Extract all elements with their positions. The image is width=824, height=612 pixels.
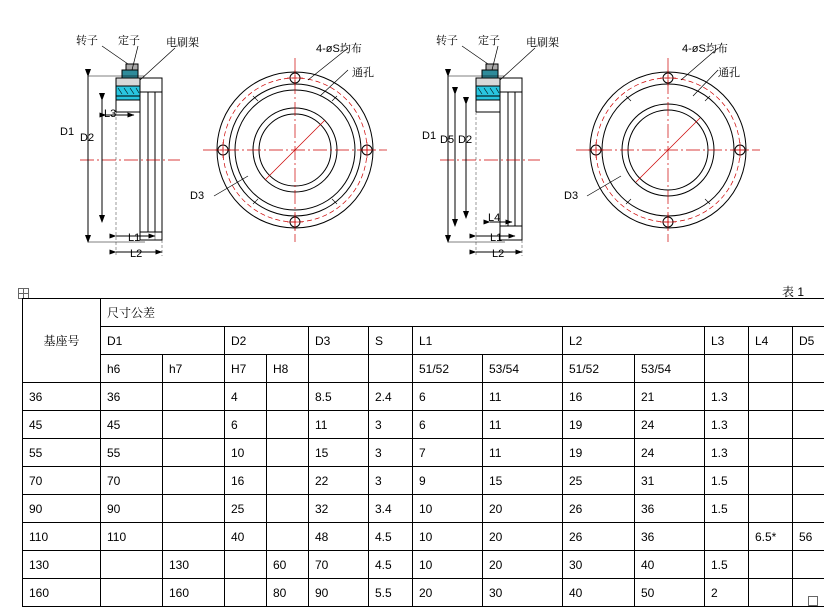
cell-l4	[749, 383, 793, 411]
cell-d2-h8	[267, 467, 309, 495]
cell-d5	[793, 495, 824, 523]
label-through-hole-right: 通孔	[718, 67, 740, 79]
sub-l1-b: 53/54	[483, 355, 563, 383]
cell-l2-a: 25	[563, 467, 635, 495]
cell-l4	[749, 579, 793, 607]
cell-l1-a: 10	[413, 495, 483, 523]
dim-l4-right: L4	[488, 212, 501, 224]
label-stator-right: 定子	[478, 35, 500, 47]
table-row	[23, 579, 824, 607]
cell-base: 130	[23, 551, 101, 579]
cell-d1-h7	[163, 523, 225, 551]
cell-l2-b: 31	[635, 467, 705, 495]
label-rotor-right: 转子	[436, 35, 458, 47]
cell-l2-b: 36	[635, 495, 705, 523]
cell-d2-h8: 60	[267, 551, 309, 579]
sub-d3	[309, 355, 369, 383]
table-row	[23, 411, 824, 439]
dim-l3-left: L3	[104, 108, 117, 120]
cell-l1-b: 20	[483, 523, 563, 551]
label-brush-holder-right: 电刷架	[526, 37, 559, 49]
col-l1: L1	[413, 327, 563, 355]
cell-d1-h7	[163, 411, 225, 439]
table-row	[23, 439, 824, 467]
col-d2: D2	[225, 327, 309, 355]
col-l3: L3	[705, 327, 749, 355]
sub-s	[369, 355, 413, 383]
sub-l3	[705, 355, 749, 383]
cell-d2-h7: 10	[225, 439, 267, 467]
cell-l3: 1.5	[705, 495, 749, 523]
cell-l1-b: 20	[483, 495, 563, 523]
header-tolerance-group: 尺寸公差	[101, 299, 824, 327]
cell-d3: 32	[309, 495, 369, 523]
dim-l2-left: L2	[130, 248, 143, 260]
cell-base: 36	[23, 383, 101, 411]
col-s: S	[369, 327, 413, 355]
cell-d1-h6: 70	[101, 467, 163, 495]
cell-l2-b: 24	[635, 439, 705, 467]
cell-l1-a: 10	[413, 551, 483, 579]
table-row-subheaders	[23, 355, 824, 383]
cell-l1-b: 11	[483, 439, 563, 467]
cell-d5	[793, 467, 824, 495]
cell-l1-a: 20	[413, 579, 483, 607]
cell-d2-h7: 16	[225, 467, 267, 495]
cell-base: 160	[23, 579, 101, 607]
cell-l1-a: 6	[413, 411, 483, 439]
label-stator-left: 定子	[118, 35, 140, 47]
cell-l4	[749, 411, 793, 439]
dim-l1-left: L1	[128, 232, 141, 244]
cell-l2-a: 26	[563, 495, 635, 523]
cell-l1-b: 30	[483, 579, 563, 607]
cell-l1-a: 6	[413, 383, 483, 411]
cell-d1-h6: 110	[101, 523, 163, 551]
cell-l4: 6.5*	[749, 523, 793, 551]
cell-l2-b: 36	[635, 523, 705, 551]
dim-d2-right: D2	[458, 134, 473, 146]
dim-d5-right: D5	[440, 134, 455, 146]
cell-s: 5.5	[369, 579, 413, 607]
cell-d3: 70	[309, 551, 369, 579]
cell-l1-b: 15	[483, 467, 563, 495]
cell-d1-h6: 90	[101, 495, 163, 523]
col-l2: L2	[563, 327, 705, 355]
cell-s: 3.4	[369, 495, 413, 523]
cell-s: 4.5	[369, 551, 413, 579]
cell-base: 70	[23, 467, 101, 495]
cell-l2-a: 40	[563, 579, 635, 607]
cell-d2-h8	[267, 383, 309, 411]
cell-d2-h7: 6	[225, 411, 267, 439]
dim-d1-right: D1	[422, 130, 437, 142]
cell-d5	[793, 383, 824, 411]
cell-s: 3	[369, 467, 413, 495]
cell-l3	[705, 523, 749, 551]
cell-l4	[749, 495, 793, 523]
table-row-title	[23, 299, 824, 327]
dim-d3-right: D3	[564, 190, 579, 202]
label-rotor-left: 转子	[76, 35, 98, 47]
cell-s: 2.4	[369, 383, 413, 411]
cell-l1-a: 9	[413, 467, 483, 495]
dim-l2-right: L2	[492, 248, 505, 260]
col-d3: D3	[309, 327, 369, 355]
sub-l2-b: 53/54	[635, 355, 705, 383]
cell-l2-b: 21	[635, 383, 705, 411]
header-base-number: 基座号	[23, 299, 101, 383]
cell-l2-a: 19	[563, 411, 635, 439]
cell-d3: 11	[309, 411, 369, 439]
dimension-table	[22, 298, 815, 607]
right-section-view	[440, 46, 540, 256]
cell-d3: 22	[309, 467, 369, 495]
cell-d1-h7	[163, 383, 225, 411]
cell-l2-b: 40	[635, 551, 705, 579]
cell-d2-h8	[267, 439, 309, 467]
cell-d1-h7: 130	[163, 551, 225, 579]
cell-d1-h6	[101, 579, 163, 607]
col-d5: D5	[793, 327, 824, 355]
cell-d1-h6: 55	[101, 439, 163, 467]
cell-d2-h7	[225, 579, 267, 607]
cell-d2-h8	[267, 523, 309, 551]
sub-d2-h7: H7	[225, 355, 267, 383]
cell-d2-h7	[225, 551, 267, 579]
col-d1: D1	[101, 327, 225, 355]
cell-d2-h7: 40	[225, 523, 267, 551]
dim-l1-right: L1	[490, 232, 503, 244]
cell-l2-a: 30	[563, 551, 635, 579]
dim-d2-left: D2	[80, 132, 95, 144]
table-row	[23, 523, 824, 551]
cell-d2-h8	[267, 411, 309, 439]
cell-d1-h6: 45	[101, 411, 163, 439]
sub-l1-a: 51/52	[413, 355, 483, 383]
cell-base: 110	[23, 523, 101, 551]
cell-d5	[793, 411, 824, 439]
cell-l1-a: 7	[413, 439, 483, 467]
cell-d3: 48	[309, 523, 369, 551]
table-row	[23, 383, 824, 411]
dim-d3-left: D3	[190, 190, 205, 202]
cell-base: 45	[23, 411, 101, 439]
cell-l2-b: 50	[635, 579, 705, 607]
cell-d2-h7: 25	[225, 495, 267, 523]
col-l4: L4	[749, 327, 793, 355]
cell-l3: 2	[705, 579, 749, 607]
cell-l2-b: 24	[635, 411, 705, 439]
cell-d1-h6: 36	[101, 383, 163, 411]
cell-l2-a: 16	[563, 383, 635, 411]
cell-d3: 15	[309, 439, 369, 467]
cell-l3: 1.5	[705, 551, 749, 579]
sub-d2-h8: H8	[267, 355, 309, 383]
cell-d5	[793, 439, 824, 467]
cell-l1-b: 11	[483, 411, 563, 439]
cell-l1-b: 11	[483, 383, 563, 411]
cell-l2-a: 19	[563, 439, 635, 467]
sub-l2-a: 51/52	[563, 355, 635, 383]
cell-d5: 56	[793, 523, 824, 551]
cell-s: 3	[369, 411, 413, 439]
cell-d1-h7	[163, 495, 225, 523]
cell-l3: 1.5	[705, 467, 749, 495]
sub-d5	[793, 355, 824, 383]
cell-l1-b: 20	[483, 551, 563, 579]
label-hole-spec-left: 4-øS均布	[316, 43, 362, 55]
sub-d1-h7: h7	[163, 355, 225, 383]
cell-l4	[749, 467, 793, 495]
cell-l1-a: 10	[413, 523, 483, 551]
cell-d3: 8.5	[309, 383, 369, 411]
sub-l4	[749, 355, 793, 383]
label-hole-spec-right: 4-øS均布	[682, 43, 728, 55]
cell-d2-h7: 4	[225, 383, 267, 411]
cell-l4	[749, 551, 793, 579]
cell-l3: 1.3	[705, 439, 749, 467]
label-through-hole-left: 通孔	[352, 67, 374, 79]
cell-d1-h6	[101, 551, 163, 579]
cell-base: 90	[23, 495, 101, 523]
cell-s: 4.5	[369, 523, 413, 551]
label-brush-holder-left: 电刷架	[166, 37, 199, 49]
cell-l4	[749, 439, 793, 467]
sheet-corner-marker-br	[808, 596, 818, 606]
left-section-view	[80, 46, 180, 256]
table-row	[23, 467, 824, 495]
cell-d3: 90	[309, 579, 369, 607]
cell-d1-h7	[163, 439, 225, 467]
sub-d1-h6: h6	[101, 355, 163, 383]
cell-d1-h7: 160	[163, 579, 225, 607]
cell-d5	[793, 551, 824, 579]
cell-d2-h8	[267, 495, 309, 523]
table-row-colgroups	[23, 327, 824, 355]
table-row	[23, 551, 824, 579]
table-number: 表 1	[781, 285, 804, 299]
cell-d2-h8: 80	[267, 579, 309, 607]
cell-l3: 1.3	[705, 383, 749, 411]
cell-base: 55	[23, 439, 101, 467]
table-row	[23, 495, 824, 523]
cell-l2-a: 26	[563, 523, 635, 551]
dim-d1-left: D1	[60, 126, 75, 138]
cell-s: 3	[369, 439, 413, 467]
cell-d1-h7	[163, 467, 225, 495]
cell-l3: 1.3	[705, 411, 749, 439]
